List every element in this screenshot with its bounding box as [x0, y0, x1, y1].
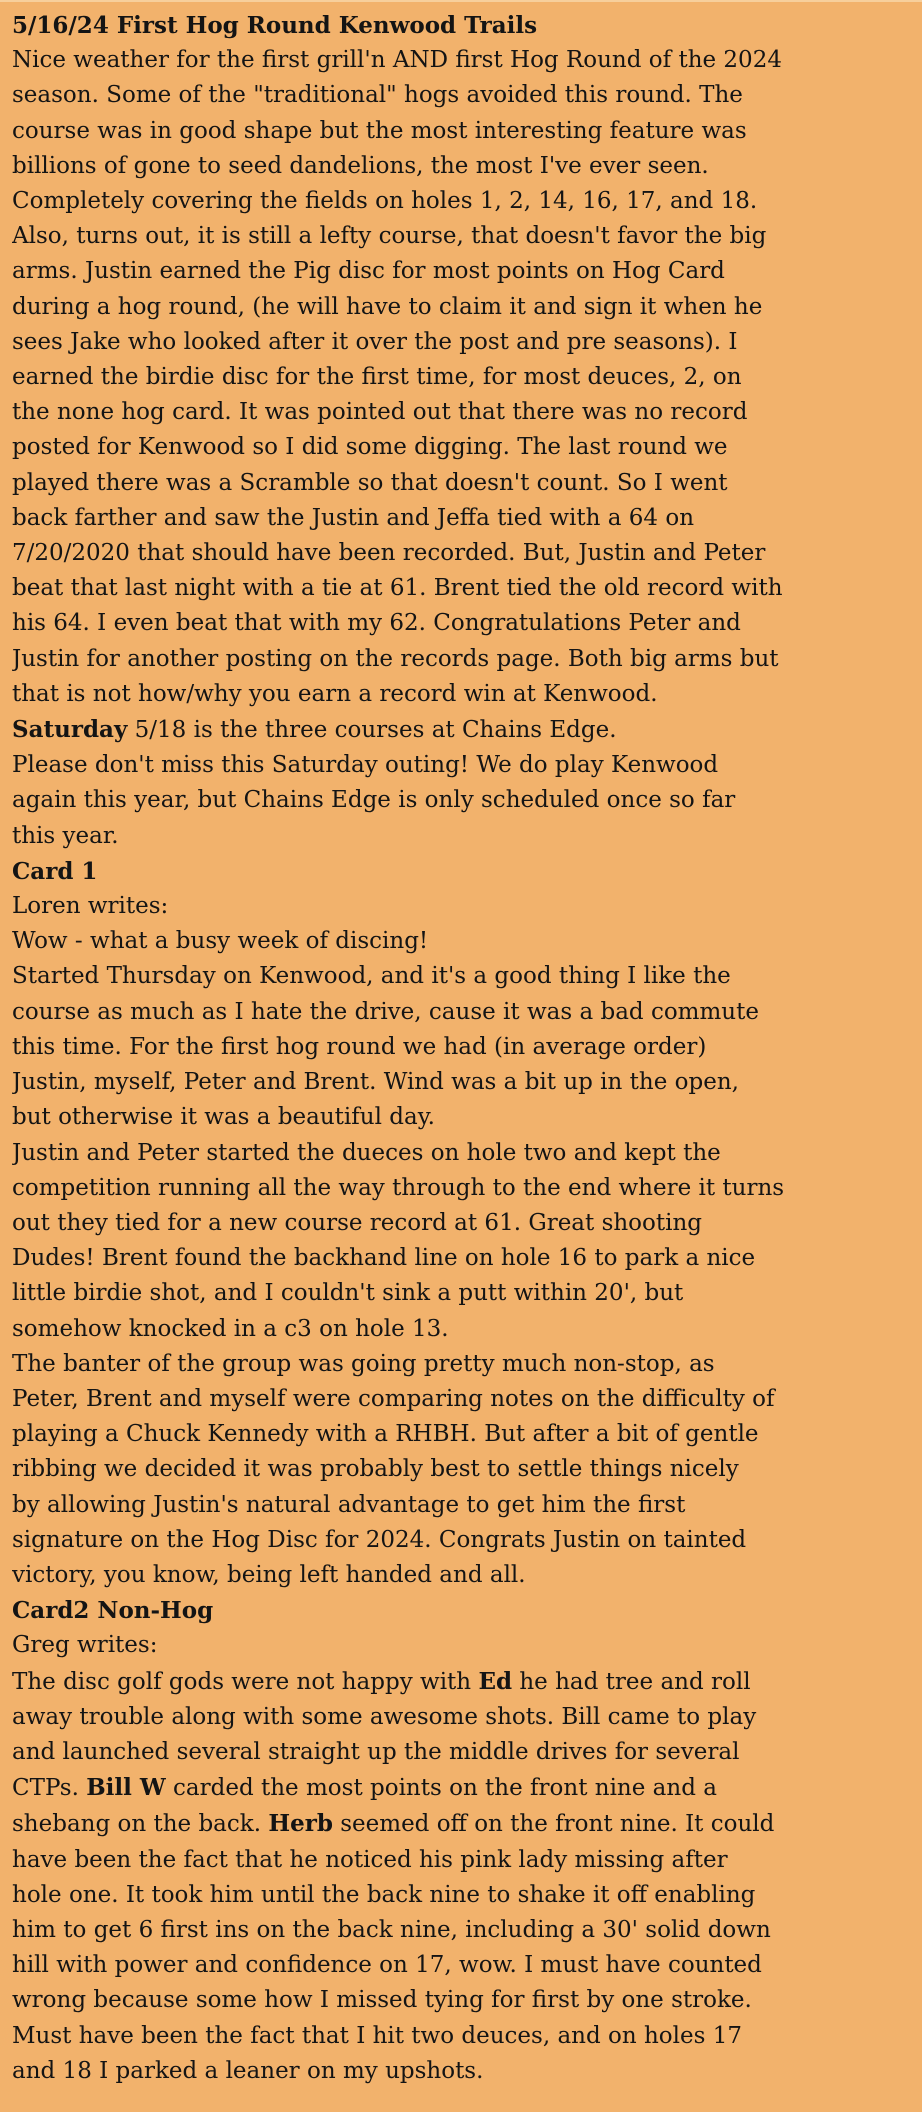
card1-line: signature on the Hog Disc for 2024. Congrats Justin on tainted — [12, 1526, 747, 1553]
intro-line: that is not how/why you earn a record win at Kenwood. — [12, 680, 658, 707]
intro-line: Nice weather for the first grill'n AND first Hog Round of the 2024 — [12, 47, 782, 74]
card1-line: little birdie shot, and I couldn't sink a putt within 20', but — [12, 1280, 684, 1307]
intro-line: posted for Kenwood so I did some digging. The last round we — [12, 434, 728, 461]
card2-report — [12, 1664, 912, 2089]
card2-text: he had tree and roll — [512, 1668, 751, 1695]
card2-author: Greg writes: — [12, 1632, 158, 1659]
saturday-line: this year. — [12, 822, 119, 849]
card2-line — [12, 1664, 912, 1700]
card2-line: hill with power and confidence on 17, wow. I must have counted — [12, 1952, 762, 1979]
card2-line — [12, 1806, 912, 1842]
card1-line: Dudes! Brent found the backhand line on hole 16 to park a nice — [12, 1245, 756, 1272]
intro-line: course was in good shape but the most interesting feature was — [12, 117, 747, 144]
card1-author: Loren writes: — [12, 893, 169, 920]
card2-text: CTPs. — [12, 1775, 87, 1802]
card1-line: competition running all the way through to the end where it turns — [12, 1174, 785, 1201]
intro-line: arms. Justin earned the Pig disc for most points on Hog Card — [12, 258, 725, 285]
saturday-label: Saturday — [12, 716, 128, 744]
card2-text: shebang on the back. — [12, 1811, 269, 1838]
card1-line: Justin, myself, Peter and Brent. Wind was a bit up in the open, — [12, 1069, 739, 1096]
intro-line: played there was a Scramble so that doesn't count. So I went — [12, 469, 728, 496]
post-title: 5/16/24 First Hog Round Kenwood Trails — [12, 12, 538, 39]
card1-line: by allowing Justin's natural advantage to get him the first — [12, 1491, 686, 1518]
intro-line: Also, turns out, it is still a lefty course, that doesn't favor the big — [12, 223, 767, 250]
intro-line: his 64. I even beat that with my 62. Congratulations Peter and — [12, 610, 741, 637]
intro-line: Completely covering the fields on holes 1, 2, 14, 16, 17, and 18. — [12, 188, 758, 215]
card2-line: wrong because some how I missed tying for first by one stroke. — [12, 1987, 752, 2014]
intro-line: billions of gone to seed dandelions, the most I've ever seen. — [12, 152, 709, 179]
card2-line: hole one. It took him until the back nine to shake it off enabling — [12, 1881, 756, 1908]
intro-line: season. Some of the "traditional" hogs avoided this round. The — [12, 82, 743, 109]
intro-line: during a hog round, (he will have to claim it and sign it when he — [12, 293, 763, 320]
intro-line: the none hog card. It was pointed out that there was no record — [12, 399, 748, 426]
card2-line: and 18 I parked a leaner on my upshots. — [12, 2057, 484, 2084]
card1-line: course as much as I hate the drive, cause it was a bad commute — [12, 998, 759, 1025]
card1-line: Started Thursday on Kenwood, and it's a good thing I like the — [12, 963, 731, 990]
intro-line: earned the birdie disc for the first time, for most deuces, 2, on — [12, 364, 742, 391]
card1-report — [12, 924, 912, 1593]
player-name-herb: Herb — [268, 1810, 333, 1838]
card1-line: The banter of the group was going pretty much non-stop, as — [12, 1350, 715, 1377]
saturday-text: 5/18 is the three courses at Chains Edge. — [127, 717, 617, 744]
card1-line: but otherwise it was a beautiful day. — [12, 1104, 435, 1131]
card2-heading: Card2 Non-Hog — [12, 1597, 214, 1625]
card1-line: victory, you know, being left handed and all. — [12, 1561, 526, 1588]
card1-line: ribbing we decided it was probably best to settle things nicely — [12, 1456, 739, 1483]
card2-line — [12, 1770, 912, 1806]
intro-line: back farther and saw the Justin and Jeffa tied with a 64 on — [12, 504, 695, 531]
saturday-line: Please don't miss this Saturday outing! We do play Kenwood — [12, 752, 719, 779]
saturday-announcement — [12, 712, 912, 748]
card1-line: Wow - what a busy week of discing! — [12, 928, 429, 955]
card2-line: Must have been the fact that I hit two deuces, and on holes 17 — [12, 2022, 743, 2049]
intro-line: beat that last night with a tie at 61. Brent tied the old record with — [12, 575, 783, 602]
player-name-ed: Ed — [478, 1667, 513, 1695]
card2-text: The disc golf gods were not happy with — [12, 1668, 479, 1695]
intro-paragraph — [12, 43, 912, 712]
card2-text: seemed off on the front nine. It could — [332, 1811, 775, 1838]
card2-line: have been the fact that he noticed his pink lady missing after — [12, 1846, 728, 1873]
card1-line: playing a Chuck Kennedy with a RHBH. But after a bit of gentle — [12, 1421, 759, 1448]
card2-line: and launched several straight up the middle drives for several — [12, 1738, 740, 1765]
card1-line: somehow knocked in a c3 on hole 13. — [12, 1315, 449, 1342]
card1-line: Justin and Peter started the dueces on hole two and kept the — [12, 1139, 721, 1166]
card1-line: this time. For the first hog round we had (in average order) — [12, 1033, 707, 1060]
saturday-line: again this year, but Chains Edge is only scheduled once so far — [12, 787, 736, 814]
card2-line: him to get 6 first ins on the back nine, including a 30' solid down — [12, 1916, 771, 1943]
intro-line: sees Jake who looked after it over the post and pre seasons). I — [12, 328, 738, 355]
card1-heading: Card 1 — [12, 857, 98, 885]
player-name-bill-w: Bill W — [86, 1774, 166, 1802]
card1-line: out they tied for a new course record at 61. Great shooting — [12, 1209, 703, 1236]
card1-line: Peter, Brent and myself were comparing notes on the difficulty of — [12, 1385, 775, 1412]
intro-line: Justin for another posting on the records page. Both big arms but — [12, 645, 779, 672]
card2-text: carded the most points on the front nine and a — [165, 1775, 717, 1802]
intro-line: 7/20/2020 that should have been recorded. But, Justin and Peter — [12, 540, 766, 567]
card2-line: away trouble along with some awesome shots. Bill came to play — [12, 1703, 757, 1730]
